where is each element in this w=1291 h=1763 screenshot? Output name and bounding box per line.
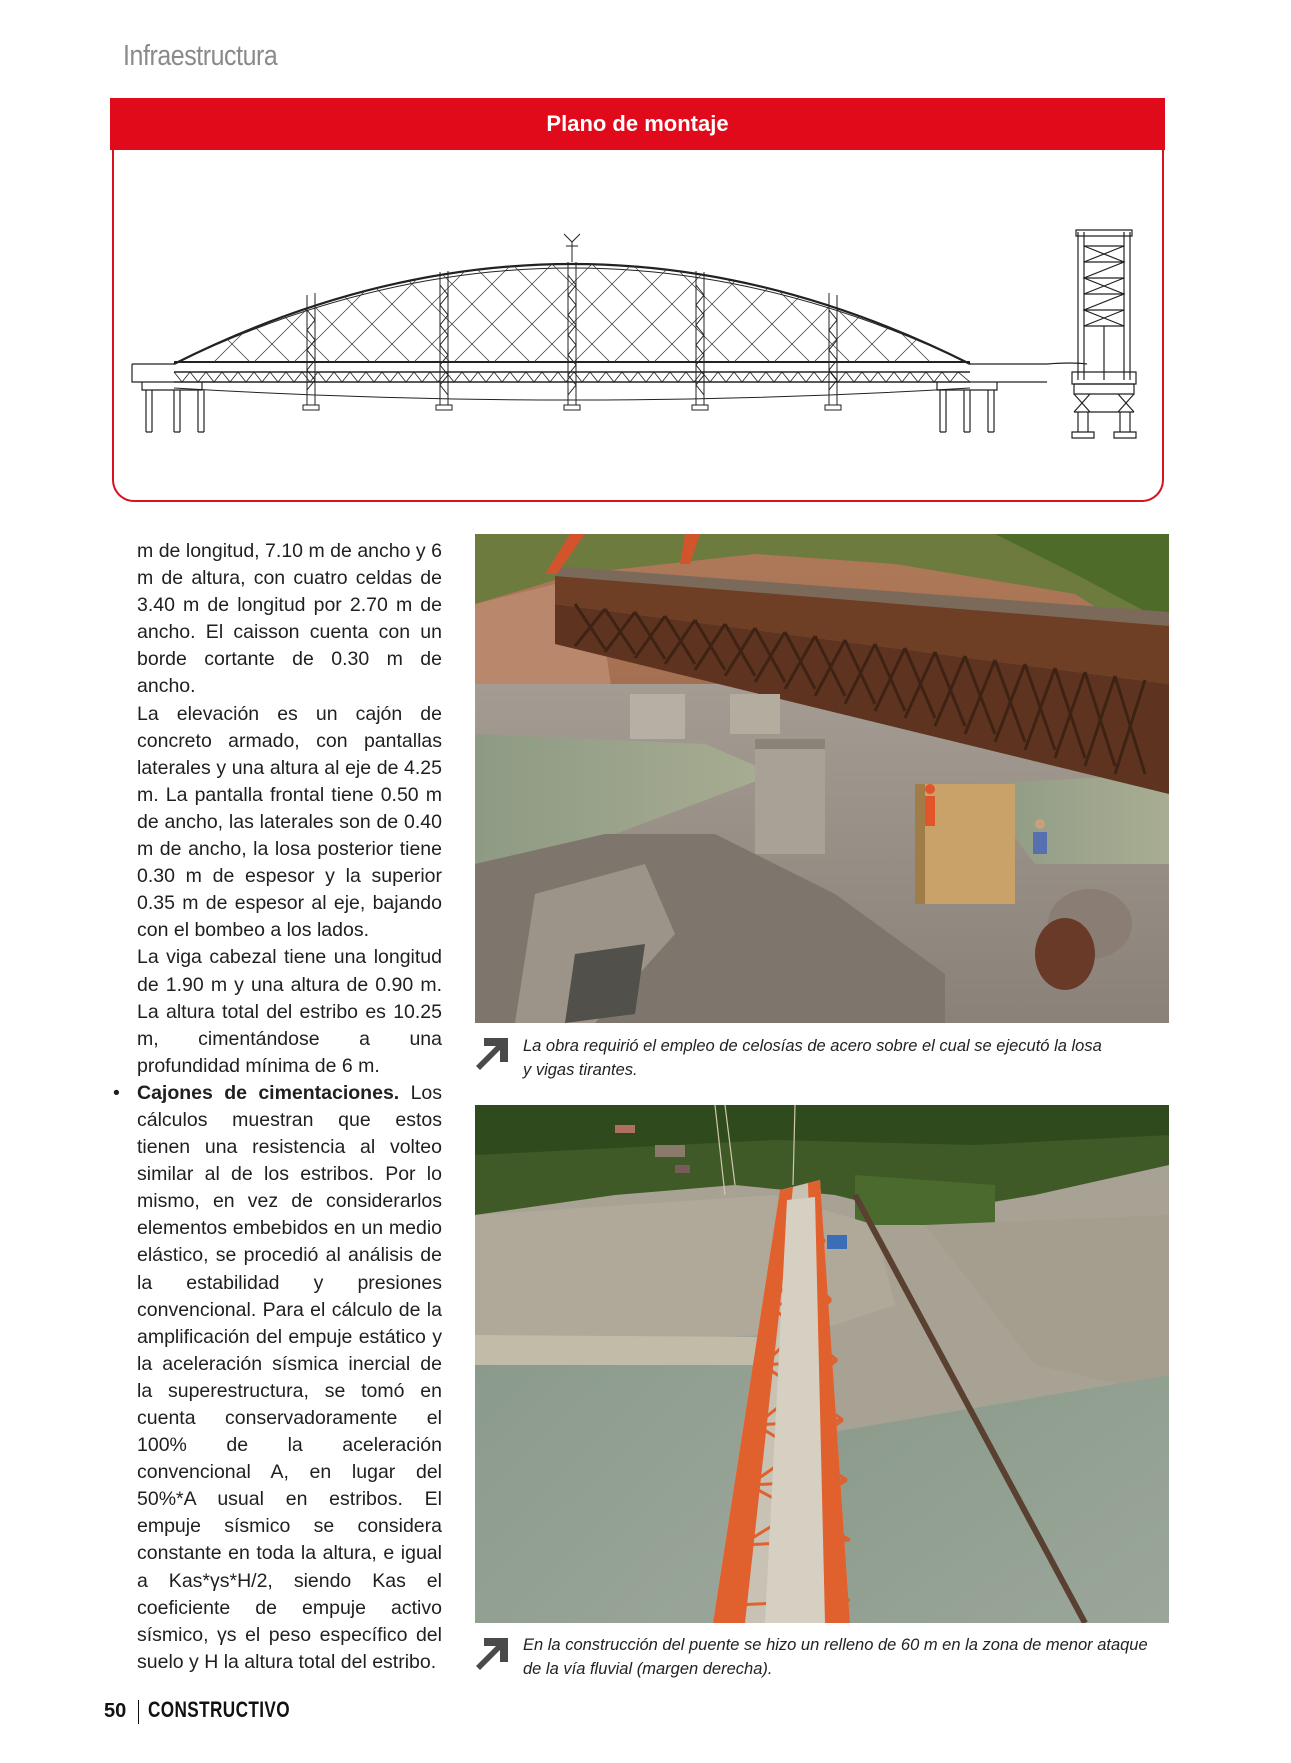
bullet-text: Los cálculos muestran que estos tienen una resistencia al volteo similar al de los estribos. Por lo mismo, en vez de considerarlos elementos embebidos en un medio elástico, se procedió al análisis de la estabilidad y presiones convencional. Para el cálculo de la amplificación del empuje estático y la aceleración sísmica inercial de la superestructura, se tomó en cuenta conservadoramente el 100% de la aceleración convencional A, en lugar del 50%*A usual en estribos. El empuje sísmico se considera constante en toda la altura, e igual a Kas*γs*H/2, siendo Kas el coeficiente de empuje activo sísmico, γs el peso específico del suelo y H la altura total del estribo. — [137, 1081, 443, 1673]
footer-divider — [138, 1700, 139, 1724]
photo-caption-1: La obra requirió el empleo de celosías de acero sobre el cual se ejecutó la losa y vigas tirantes. — [523, 1037, 1102, 1079]
paragraph: m de longitud, 7.10 m de ancho y 6 m de altura, con cuatro celdas de 3.40 m de longitud por 2.70 m de ancho. El caisson cuenta con un borde cortante de 0.30 m de ancho. — [137, 540, 442, 698]
page-number: 50 — [104, 1700, 127, 1722]
construction-truss-photo — [475, 534, 1169, 1023]
magazine-brand: CONSTRUCTIVO — [148, 1697, 290, 1722]
bullet-symbol: • — [113, 1081, 120, 1104]
aerial-bridge-photo — [475, 1105, 1169, 1623]
caption-arrow-icon — [474, 1636, 510, 1672]
paragraph: La elevación es un cajón de concreto armado, con pantallas laterales y una altura al eje de 4.25 m. La pantalla frontal tiene 0.50 m de ancho, las laterales son de 0.40 m de ancho, la losa posterior tiene 0.30 m de espesor y la superior 0.35 m de espesor al eje, bajando con el bombeo a los lados. — [137, 702, 442, 942]
diagram-title: Plano de montaje — [110, 98, 1165, 150]
paragraph: La viga cabezal tiene una longitud de 1.90 m y una altura de 0.90 m. La altura total del estribo es 10.25 m, cimentándose a una profundidad mínima de 6 m. — [137, 946, 442, 1077]
bullet-item — [113, 1080, 443, 1676]
bullet-title: Cajones de cimentaciones. — [137, 1081, 400, 1104]
article-body — [113, 538, 443, 1676]
bridge-elevation-drawing — [112, 150, 1164, 450]
photo-caption-2: En la construcción del puente se hizo un relleno de 60 m en la zona de menor ataque de la vía fluvial (margen derecha). — [523, 1636, 1148, 1678]
section-title: Infraestructura — [123, 40, 278, 72]
caption-arrow-icon — [474, 1036, 510, 1072]
